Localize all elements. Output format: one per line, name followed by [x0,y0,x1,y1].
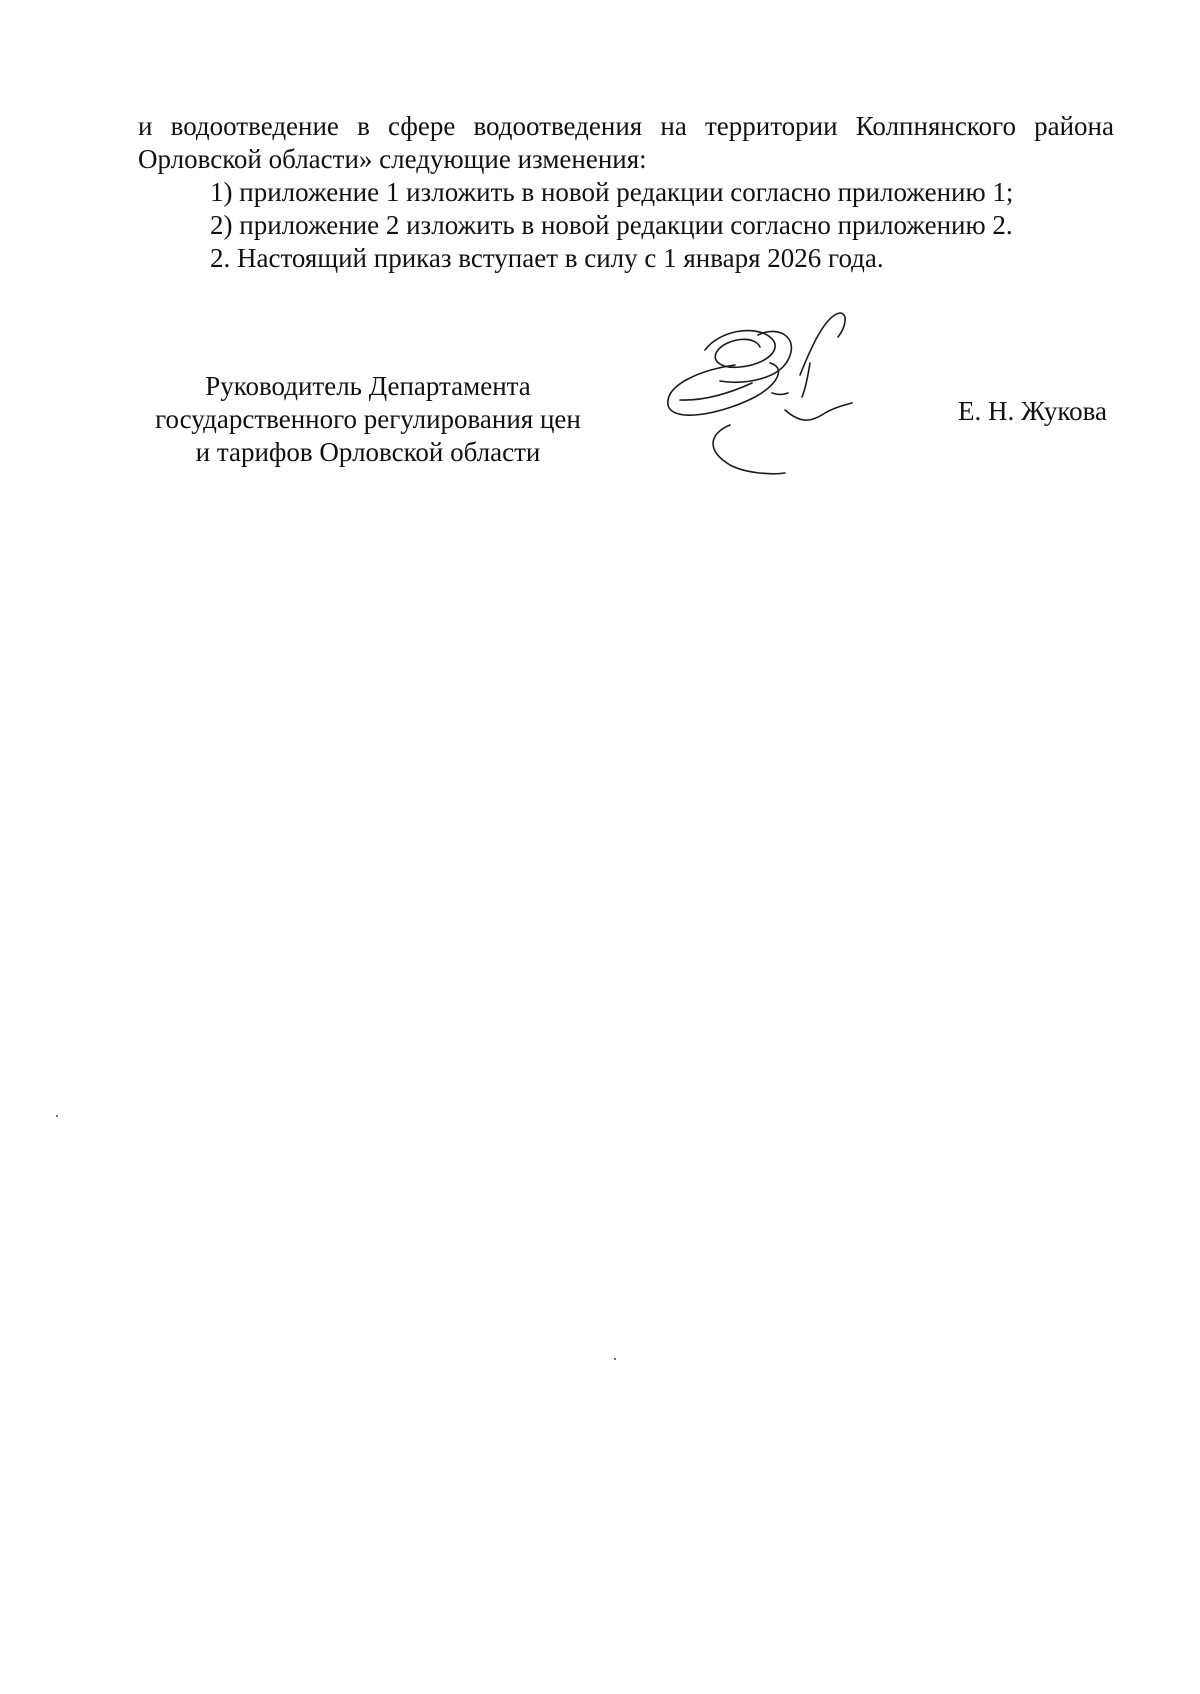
signatory-title-line: государственного регулирования цен [155,404,581,434]
paragraph-line: Орловской области» следующие изменения: [138,144,647,174]
signatory-title [138,370,598,469]
scan-speck [614,1358,616,1360]
list-item: 2) приложение 2 изложить в новой редакции согласно приложению 2. [210,210,1013,240]
paragraph-line: и водоотведение в сфере водоотведения на территории Колпнянского района [138,111,1114,141]
list-item: 1) приложение 1 изложить в новой редакции согласно приложению 1; [210,177,1014,207]
scan-speck [56,1115,58,1117]
effective-date-clause: 2. Настоящий приказ вступает в силу с 1 января 2026 года. [210,243,884,273]
handwritten-signature [660,305,900,485]
document-body [138,110,1114,275]
signatory-title-line: Руководитель Департамента [205,371,531,401]
signatory-title-line: и тарифов Орловской области [195,437,541,467]
signatory-name: Е. Н. Жукова [958,396,1107,426]
